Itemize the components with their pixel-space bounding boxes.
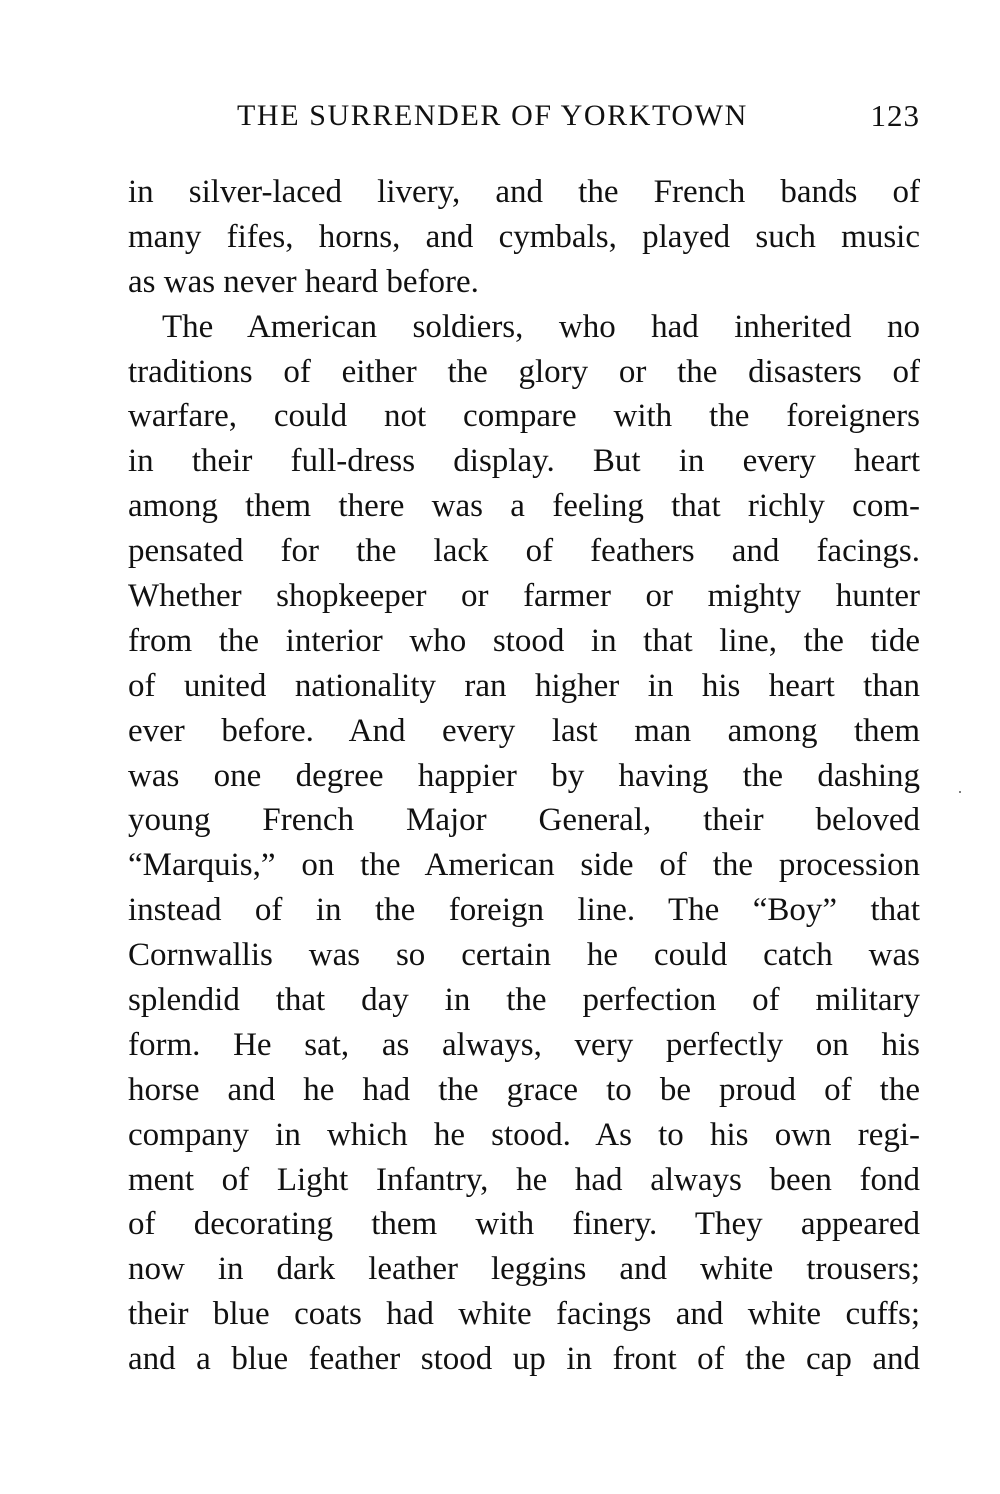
text-line: was one degree happier by having the dashing — [128, 757, 920, 794]
text-line: splendid that day in the perfection of military — [128, 982, 920, 1019]
text-line: and a blue feather stood up in front of the cap and — [128, 1341, 920, 1378]
text-line: now in dark leather leggins and white trousers; — [128, 1251, 920, 1288]
text-line: traditions of either the glory or the disasters of — [128, 353, 920, 390]
text-line: Whether shopkeeper or farmer or mighty hunter — [128, 578, 920, 615]
text-line: of united nationality ran higher in his heart than — [128, 667, 920, 704]
text-line: ment of Light Infantry, he had always been fond — [128, 1161, 920, 1198]
text-line: from the interior who stood in that line, the tide — [128, 622, 920, 659]
running-title: THE SURRENDER OF YORKTOWN — [237, 99, 748, 132]
text-line: in silver-laced livery, and the French bands of — [128, 174, 920, 210]
text-line: as was never heard before. — [128, 263, 479, 300]
running-head — [237, 94, 920, 138]
paragraph-1 — [128, 170, 920, 305]
text-line: Cornwallis was so certain he could catch was — [128, 937, 920, 974]
body-text — [128, 170, 920, 1382]
text-line: in their full-dress display. But in every heart — [128, 443, 920, 480]
text-line: among them there was a feeling that richly com- — [128, 488, 920, 525]
text-line: horse and he had the grace to be proud of the — [128, 1071, 920, 1108]
text-line: pensated for the lack of feathers and facings. — [128, 533, 920, 570]
text-line: young French Major General, their beloved — [128, 802, 920, 839]
text-line: warfare, could not compare with the foreigners — [128, 398, 920, 435]
text-line: “Marquis,” on the American side of the procession — [128, 847, 920, 884]
text-line: instead of in the foreign line. The “Boy” that — [128, 892, 920, 929]
text-line: The American soldiers, who had inherited no — [162, 308, 920, 345]
text-line: their blue coats had white facings and white cuffs; — [128, 1296, 920, 1333]
paragraph-2 — [128, 305, 920, 1382]
text-line: ever before. And every last man among them — [128, 712, 920, 749]
text-line: of decorating them with finery. They appeared — [128, 1206, 920, 1243]
text-line: many fifes, horns, and cymbals, played such music — [128, 218, 920, 255]
text-line: company in which he stood. As to his own regi- — [128, 1116, 920, 1153]
text-line: form. He sat, as always, very perfectly on his — [128, 1026, 920, 1063]
page-number: 123 — [870, 98, 920, 133]
scan-speck — [959, 791, 961, 793]
